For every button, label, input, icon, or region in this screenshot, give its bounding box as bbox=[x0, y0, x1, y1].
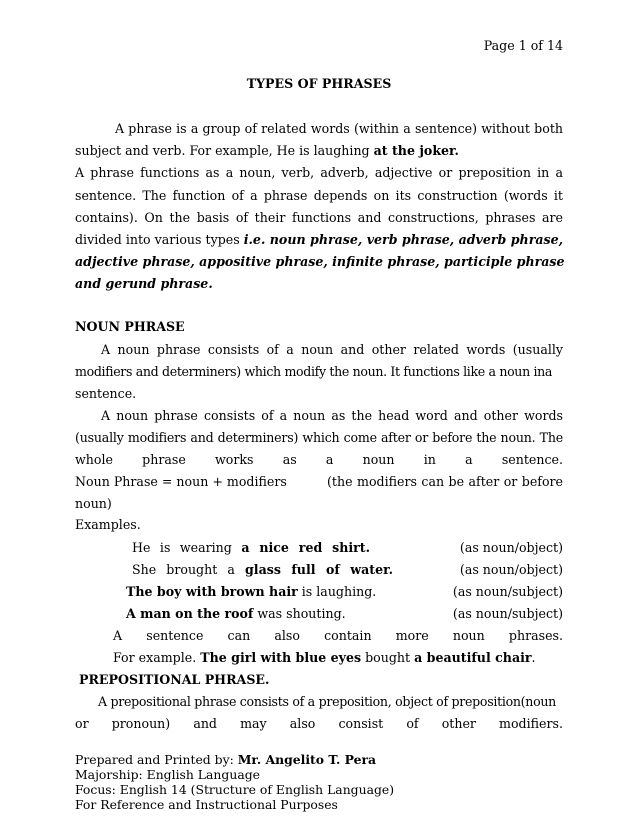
example-1-tag: (as noun/object) bbox=[459, 540, 563, 555]
intro-line-7: adjective phrase, appositive phrase, infinite phrase, participle phrase bbox=[75, 254, 565, 269]
footer-purpose: For Reference and Instructional Purposes bbox=[75, 797, 338, 812]
noun-phrase-heading: NOUN PHRASE bbox=[75, 319, 185, 334]
noun-p1-line-3: sentence. bbox=[75, 386, 137, 401]
prep-line-2: or pronoun) and may also consist of other modifiers. bbox=[75, 716, 563, 731]
example-2: She brought a glass full of water. bbox=[132, 562, 393, 577]
example-3-tag: (as noun/subject) bbox=[452, 584, 563, 599]
example-4: A man on the roof was shouting. bbox=[126, 606, 346, 621]
document-title: TYPES OF PHRASES bbox=[246, 76, 392, 91]
footer-prepared-by: Prepared and Printed by: Mr. Angelito T. Pera bbox=[75, 752, 377, 767]
examples-label: Examples. bbox=[75, 517, 141, 532]
intro-line-1: A phrase is a group of related words (within a sentence) without both bbox=[115, 121, 563, 136]
example-3: The boy with brown hair is laughing. bbox=[126, 584, 377, 599]
page-number: Page 1 of 14 bbox=[483, 38, 563, 53]
noun-p1-line-2: modifiers and determiners) which modify the noun. It functions like a noun ina bbox=[75, 364, 553, 379]
example-4-tag: (as noun/subject) bbox=[452, 606, 563, 621]
example-1: He is wearing a nice red shirt. bbox=[132, 540, 370, 555]
intro-line-2: subject and verb. For example, He is laughing at the joker. bbox=[75, 143, 459, 158]
prepositional-phrase-heading: PREPOSITIONAL PHRASE. bbox=[79, 672, 270, 687]
noun-p1-line-1: A noun phrase consists of a noun and other related words (usually bbox=[101, 342, 563, 357]
intro-line-3: A phrase functions as a noun, verb, adverb, adjective or preposition in a bbox=[75, 165, 563, 180]
noun-p2-line-2: (usually modifiers and determiners) which come after or before the noun. The bbox=[75, 430, 563, 445]
intro-line-5: contains). On the basis of their functions and constructions, phrases are bbox=[75, 210, 563, 225]
footer-majorship: Majorship: English Language bbox=[75, 767, 260, 782]
example-2-tag: (as noun/object) bbox=[459, 562, 563, 577]
multi-phrase-line-2: For example. The girl with blue eyes bought a beautiful chair. bbox=[113, 650, 536, 665]
footer-focus: Focus: English 14 (Structure of English Language) bbox=[75, 782, 395, 797]
noun-p2-line-4-note: (the modifiers can be after or before bbox=[327, 474, 563, 489]
noun-p2-line-3: whole phrase works as a noun in a sentence. bbox=[75, 452, 563, 467]
noun-p2-line-5: noun) bbox=[75, 496, 112, 511]
multi-phrase-line-1: A sentence can also contain more noun phrases. bbox=[113, 628, 563, 643]
noun-p2-line-1: A noun phrase consists of a noun as the head word and other words bbox=[101, 408, 563, 423]
prep-line-1: A prepositional phrase consists of a preposition, object of preposition(noun bbox=[98, 694, 556, 709]
intro-line-4: sentence. The function of a phrase depends on its construction (words it bbox=[75, 188, 563, 203]
intro-line-8: and gerund phrase. bbox=[75, 276, 213, 291]
intro-line-6: divided into various types i.e. noun phrase, verb phrase, adverb phrase, bbox=[75, 232, 564, 247]
noun-p2-line-4-formula: Noun Phrase = noun + modifiers bbox=[75, 474, 287, 489]
